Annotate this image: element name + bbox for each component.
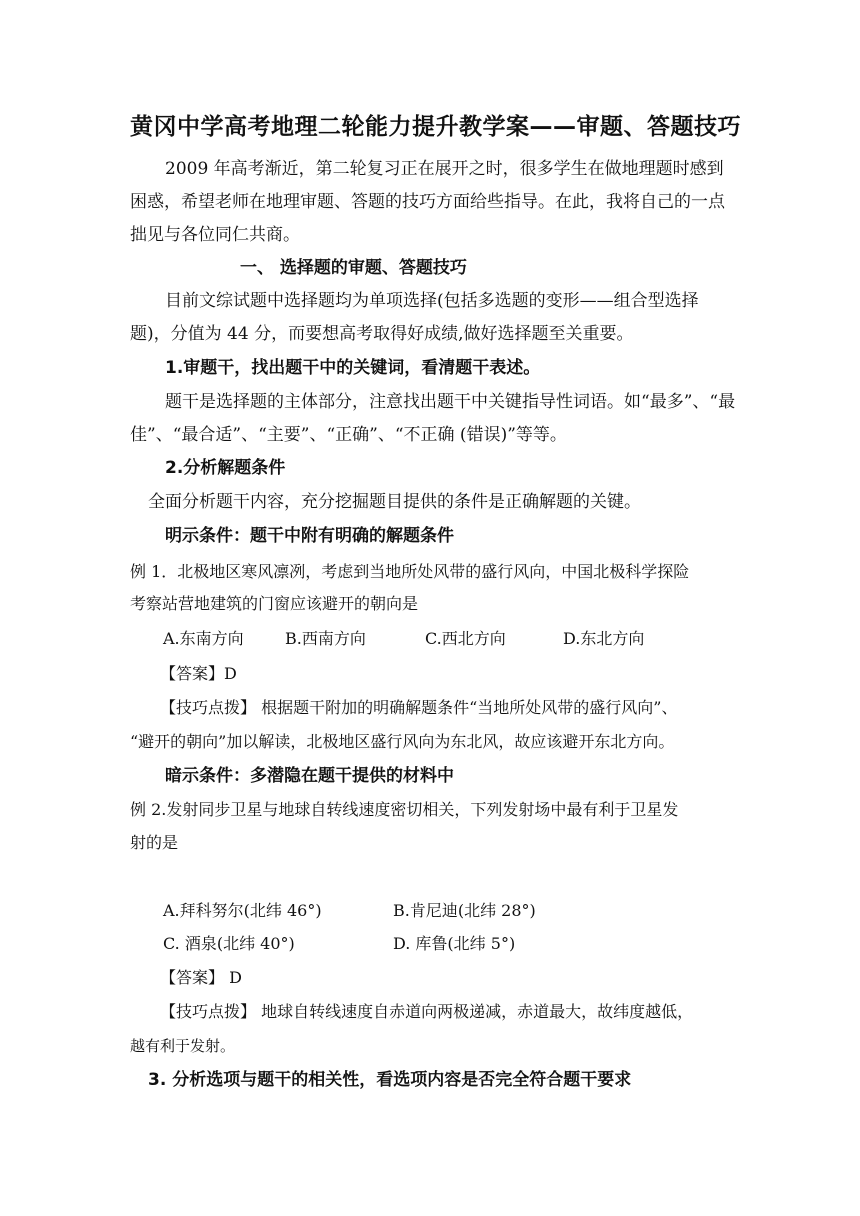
example1-option-a: A.东南方向 <box>163 629 244 648</box>
example2-question-line-2: 射的是 <box>130 833 179 852</box>
explicit-condition-heading: 明示条件：题干中附有明确的解题条件 <box>165 526 454 546</box>
example2-question-line-1: 例 2.发射同步卫星与地球自转线速度密切相关，下列发射场中最有利于卫星发 <box>130 800 679 819</box>
example2-option-d: D. 库鲁(北纬 5°) <box>393 934 516 953</box>
example1-option-b: B.西南方向 <box>285 629 366 648</box>
point2-body: 全面分析题干内容，充分挖掘题目提供的条件是正确解题的关键。 <box>148 492 641 512</box>
point2-heading: 2.分析解题条件 <box>165 458 286 478</box>
intro-line-3: 拙见与各位同仁共商。 <box>130 225 300 245</box>
intro-line-1: 2009 年高考渐近，第二轮复习正在展开之时，很多学生在做地理题时感到 <box>165 159 724 179</box>
document-title: 黄冈中学高考地理二轮能力提升教学案——审题、答题技巧 <box>130 114 741 140</box>
example2-option-b: B.肯尼迪(北纬 28°) <box>393 901 536 920</box>
section1-heading: 一、 选择题的审题、答题技巧 <box>240 258 467 278</box>
section1-intro-line-1: 目前文综试题中选择题均为单项选择(包括多选题的变形——组合型选择 <box>165 291 699 311</box>
point1-heading: 1.审题干，找出题干中的关键词，看清题干表述。 <box>165 358 541 378</box>
example2-answer: 【答案】 D <box>160 968 242 987</box>
example2-tip-line-1: 【技巧点拨】 地球自转线速度自赤道向两极递减，赤道最大，故纬度越低， <box>160 1002 694 1021</box>
point3-heading: 3. 分析选项与题干的相关性，看选项内容是否完全符合题干要求 <box>148 1070 632 1090</box>
section1-intro-line-2: 题)，分值为 44 分，而要想高考取得好成绩,做好选择题至关重要。 <box>130 324 634 344</box>
example2-tip-line-2: 越有利于发射。 <box>130 1037 236 1055</box>
example2-option-c: C. 酒泉(北纬 40°) <box>163 934 295 953</box>
example1-question-line-2: 考察站营地建筑的门窗应该避开的朝向是 <box>130 594 419 613</box>
example2-option-a: A.拜科努尔(北纬 46°) <box>163 901 322 920</box>
example1-tip-line-1: 【技巧点拨】 根据题干附加的明确解题条件“当地所处风带的盛行风向”、 <box>160 698 678 717</box>
example1-question-line-1: 例 1．北极地区寒风凛冽，考虑到当地所处风带的盛行风向，中国北极科学探险 <box>130 562 690 581</box>
example1-option-d: D.东北方向 <box>563 629 645 648</box>
example1-answer: 【答案】D <box>160 664 237 683</box>
implicit-condition-heading: 暗示条件：多潜隐在题干提供的材料中 <box>165 766 454 786</box>
intro-line-2: 困惑，希望老师在地理审题、答题的技巧方面给些指导。在此，我将自己的一点 <box>130 192 725 212</box>
example1-option-c: C.西北方向 <box>425 629 506 648</box>
example1-tip-line-2: “避开的朝向”加以解读，北极地区盛行风向为东北风，故应该避开东北方向。 <box>130 732 675 751</box>
point1-body-line-1: 题干是选择题的主体部分，注意找出题干中关键指导性词语。如“最多”、“最 <box>165 392 736 412</box>
point1-body-line-2: 佳”、“最合适”、“主要”、“正确”、“不正确 (错误)”等等。 <box>130 425 567 445</box>
